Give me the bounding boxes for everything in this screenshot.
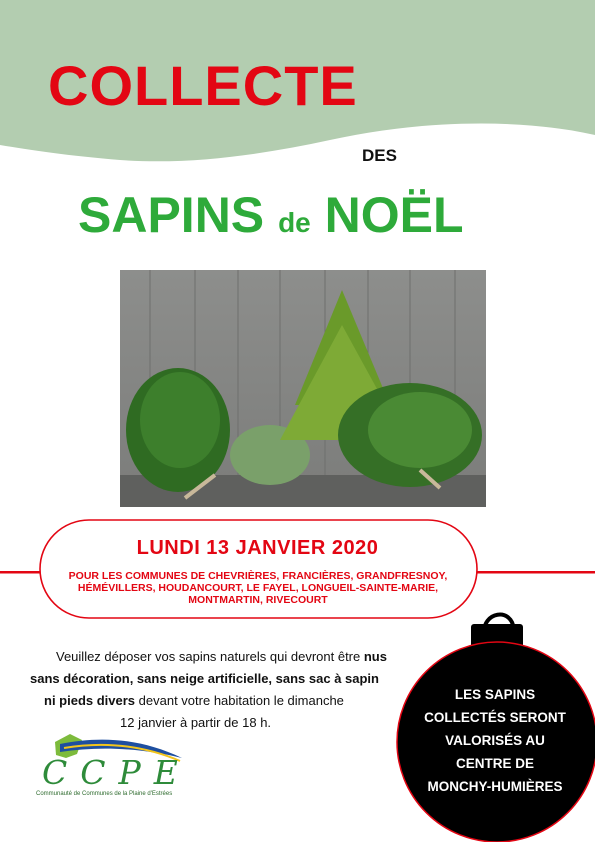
title-des: DES (362, 146, 397, 165)
instructions-line-4: 12 janvier à partir de 18 h. (120, 715, 272, 730)
ornament-line-4: CENTRE DE (455, 756, 534, 771)
instructions-line-1-text: Veuillez déposer vos sapins naturels qui devront être (56, 649, 364, 664)
communes-line-3: MONTMARTIN, RIVECOURT (188, 594, 328, 606)
christmas-trees-photo (120, 270, 486, 507)
title-de: de (278, 207, 311, 238)
ornament-line-1: LES SAPINS (454, 687, 536, 702)
instructions-line-2 (30, 668, 440, 690)
instructions-line-2-bold: sans décoration, sans neige artificielle, sans sac à sapin (30, 671, 379, 686)
ornament-line-2: COLLECTÉS SERONT (424, 710, 566, 725)
instructions-line-1-bold: nus (363, 649, 387, 664)
instructions-line-3-bold: ni pieds divers (44, 693, 136, 708)
title-collecte: COLLECTE (48, 54, 358, 117)
ornament-message (400, 683, 590, 798)
ornament-line-5: MONCHY-HUMIÈRES (427, 779, 563, 794)
event-date: LUNDI 13 JANVIER 2020 (136, 537, 379, 559)
instructions-text (30, 646, 440, 734)
communes-line-2: HÉMÉVILLERS, HOUDANCOURT, LE FAYEL, LONGUEIL-SAINTE-MARIE, (77, 582, 439, 594)
logo-subtitle: Communauté de Communes de la Plaine d'Estrées (36, 791, 173, 797)
instructions-line-3 (30, 690, 440, 712)
communes-list (60, 570, 456, 606)
instructions-line-3-text: devant votre habitation le dimanche (135, 693, 344, 708)
title-sapins: SAPINS (78, 187, 265, 243)
instructions-line-1 (30, 646, 440, 668)
logo-letters: CCPE (42, 753, 191, 792)
title-sapins-de-noel (78, 187, 464, 243)
title-noel: NOËL (324, 187, 464, 243)
communes-line-1: POUR LES COMMUNES DE CHEVRIÈRES, FRANCIÈRES, GRANDFRESNOY, (68, 570, 448, 582)
ornament-line-3: VALORISÉS AU (445, 733, 545, 748)
